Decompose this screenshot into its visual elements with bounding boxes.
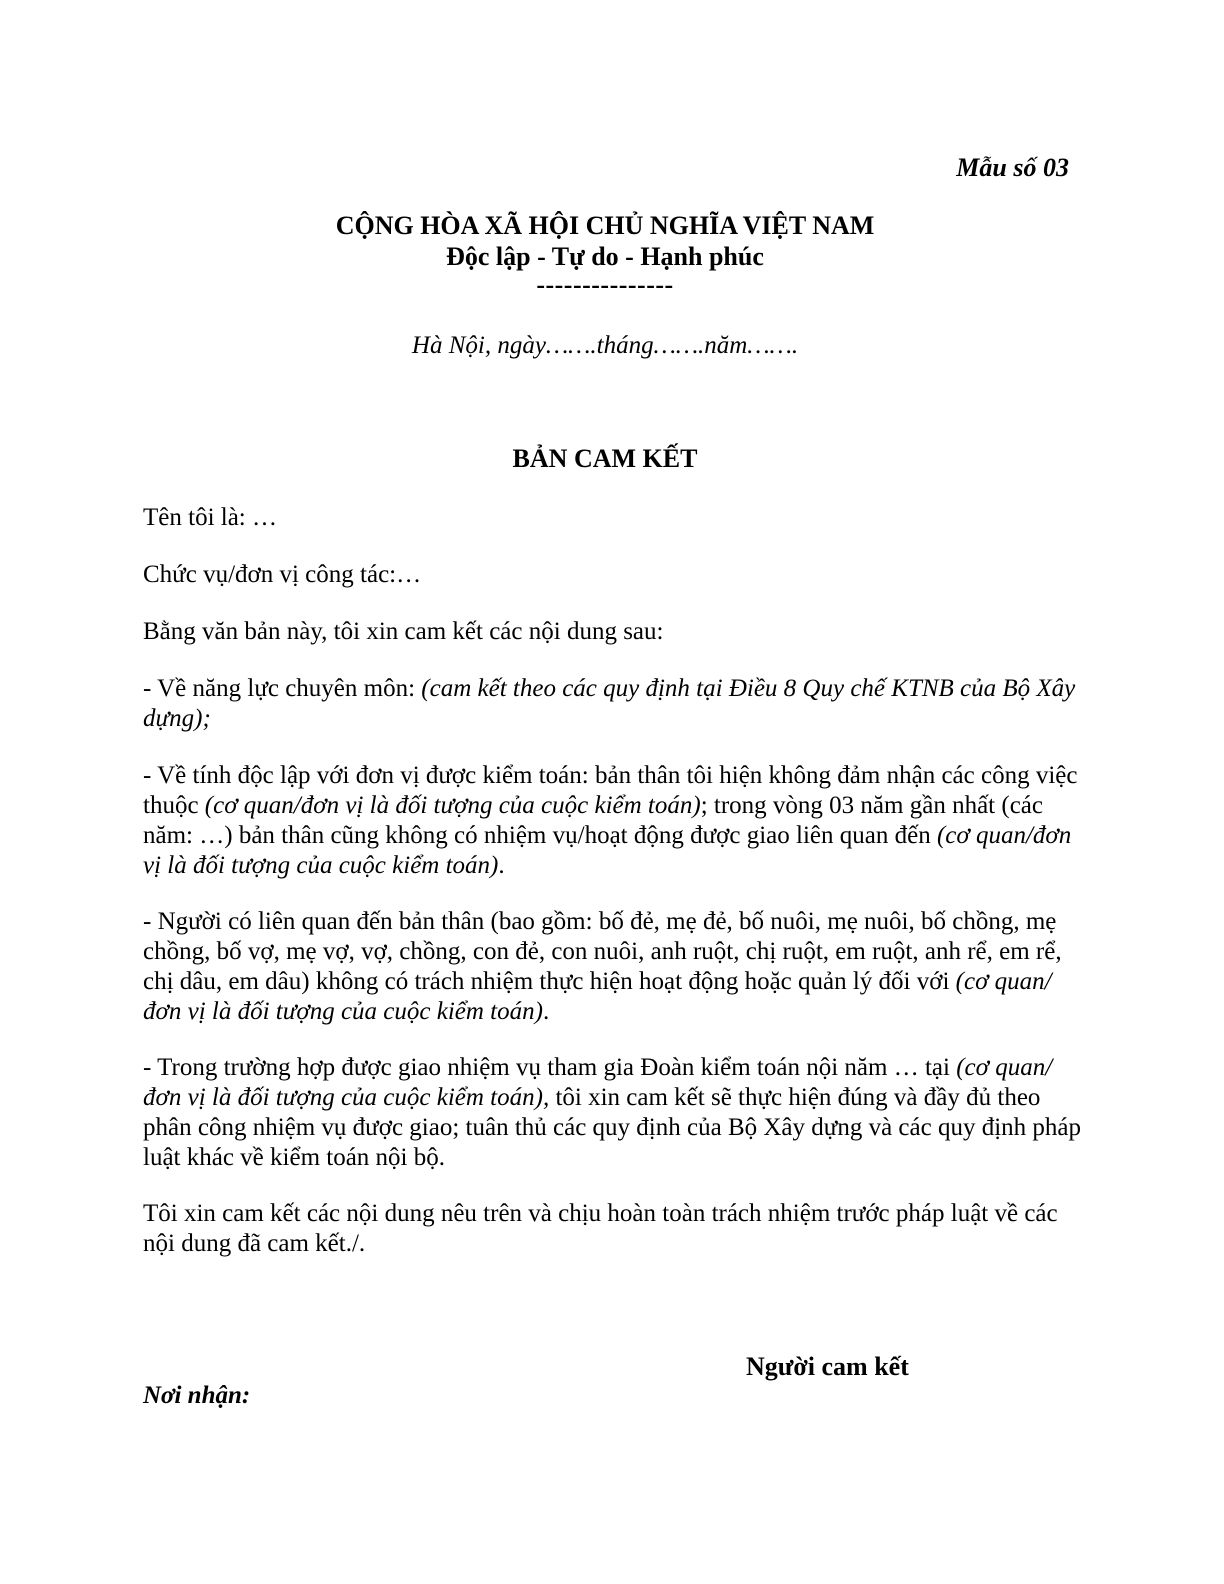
assignment-note-1: (cơ quan/đơn vị là đối tượng của cuộc kiểm toán), xyxy=(143,1054,1053,1111)
closing-paragraph: Tôi xin cam kết các nội dung nêu trên và chịu hoàn toàn trách nhiệm trước pháp luật về các nội dung đã cam kết./. xyxy=(143,1200,1058,1257)
intro-paragraph: Bằng văn bản này, tôi xin cam kết các nội dung sau: xyxy=(143,618,664,645)
independence-note-2: (cơ quan/đơn vị là đối tượng của cuộc kiểm toán) xyxy=(143,822,1072,879)
header-divider: --------------- xyxy=(536,270,674,299)
national-motto: Độc lập - Tự do - Hạnh phúc xyxy=(446,242,764,271)
document-title: BẢN CAM KẾT xyxy=(512,444,698,473)
competence-note: (cam kết theo các quy định tại Điều 8 Quy chế KTNB của Bộ Xây dựng); xyxy=(143,675,1076,732)
independence-text-2: ; trong vòng 03 năm gần nhất (các năm: …) bản thân cũng không có nhiệm vụ/hoạt động được giao liên quan đến xyxy=(143,792,1043,849)
competence-lead: - Về năng lực chuyên môn: xyxy=(143,675,422,702)
independence-note-1: (cơ quan/đơn vị là đối tượng của cuộc kiểm toán) xyxy=(204,792,701,819)
assignment-paragraph xyxy=(143,1053,1083,1173)
competence-paragraph xyxy=(143,674,1083,734)
related-text-1: - Người có liên quan đến bản thân (bao gồm: bố đẻ, mẹ đẻ, bố nuôi, mẹ nuôi, bố chồng, mẹ chồng, bố vợ, mẹ vợ, vợ, chồng, con đẻ, con nuôi, anh ruột, chị ruột, em ruột, anh rể, em rể, chị dâu, em dâu) không có trách nhiệm thực hiện hoạt động hoặc quản lý đối với xyxy=(143,908,1062,995)
name-line: Tên tôi là: … xyxy=(143,504,277,531)
position-line: Chức vụ/đơn vị công tác:… xyxy=(143,561,422,588)
recipients-label: Nơi nhận: xyxy=(143,1382,251,1409)
related-end: . xyxy=(542,998,550,1025)
place-date-line: Hà Nội, ngày…….tháng…….năm……. xyxy=(411,332,799,359)
related-note-1: (cơ quan/đơn vị là đối tượng của cuộc kiểm toán) xyxy=(143,968,1052,1025)
assignment-text-2: tôi xin cam kết sẽ thực hiện đúng và đầy đủ theo phân công nhiệm vụ được giao; tuân thủ các quy định của Bộ Xây dựng và các quy định pháp luật khác về kiểm toán nội bộ. xyxy=(143,1084,1082,1171)
independence-paragraph xyxy=(143,761,1083,881)
independence-end: . xyxy=(498,852,505,879)
assignment-text-1: - Trong trường hợp được giao nhiệm vụ tham gia Đoàn kiểm toán nội năm … tại xyxy=(143,1054,957,1081)
independence-text-1: - Về tính độc lập với đơn vị được kiểm toán: bản thân tôi hiện không đảm nhận các công việc thuộc xyxy=(143,762,1078,819)
signer-label: Người cam kết xyxy=(746,1352,909,1381)
nation-heading: CỘNG HÒA XÃ HỘI CHỦ NGHĨA VIỆT NAM xyxy=(335,211,875,240)
form-number: Mẫu số 03 xyxy=(956,153,1069,182)
related-persons-paragraph xyxy=(143,907,1083,1027)
